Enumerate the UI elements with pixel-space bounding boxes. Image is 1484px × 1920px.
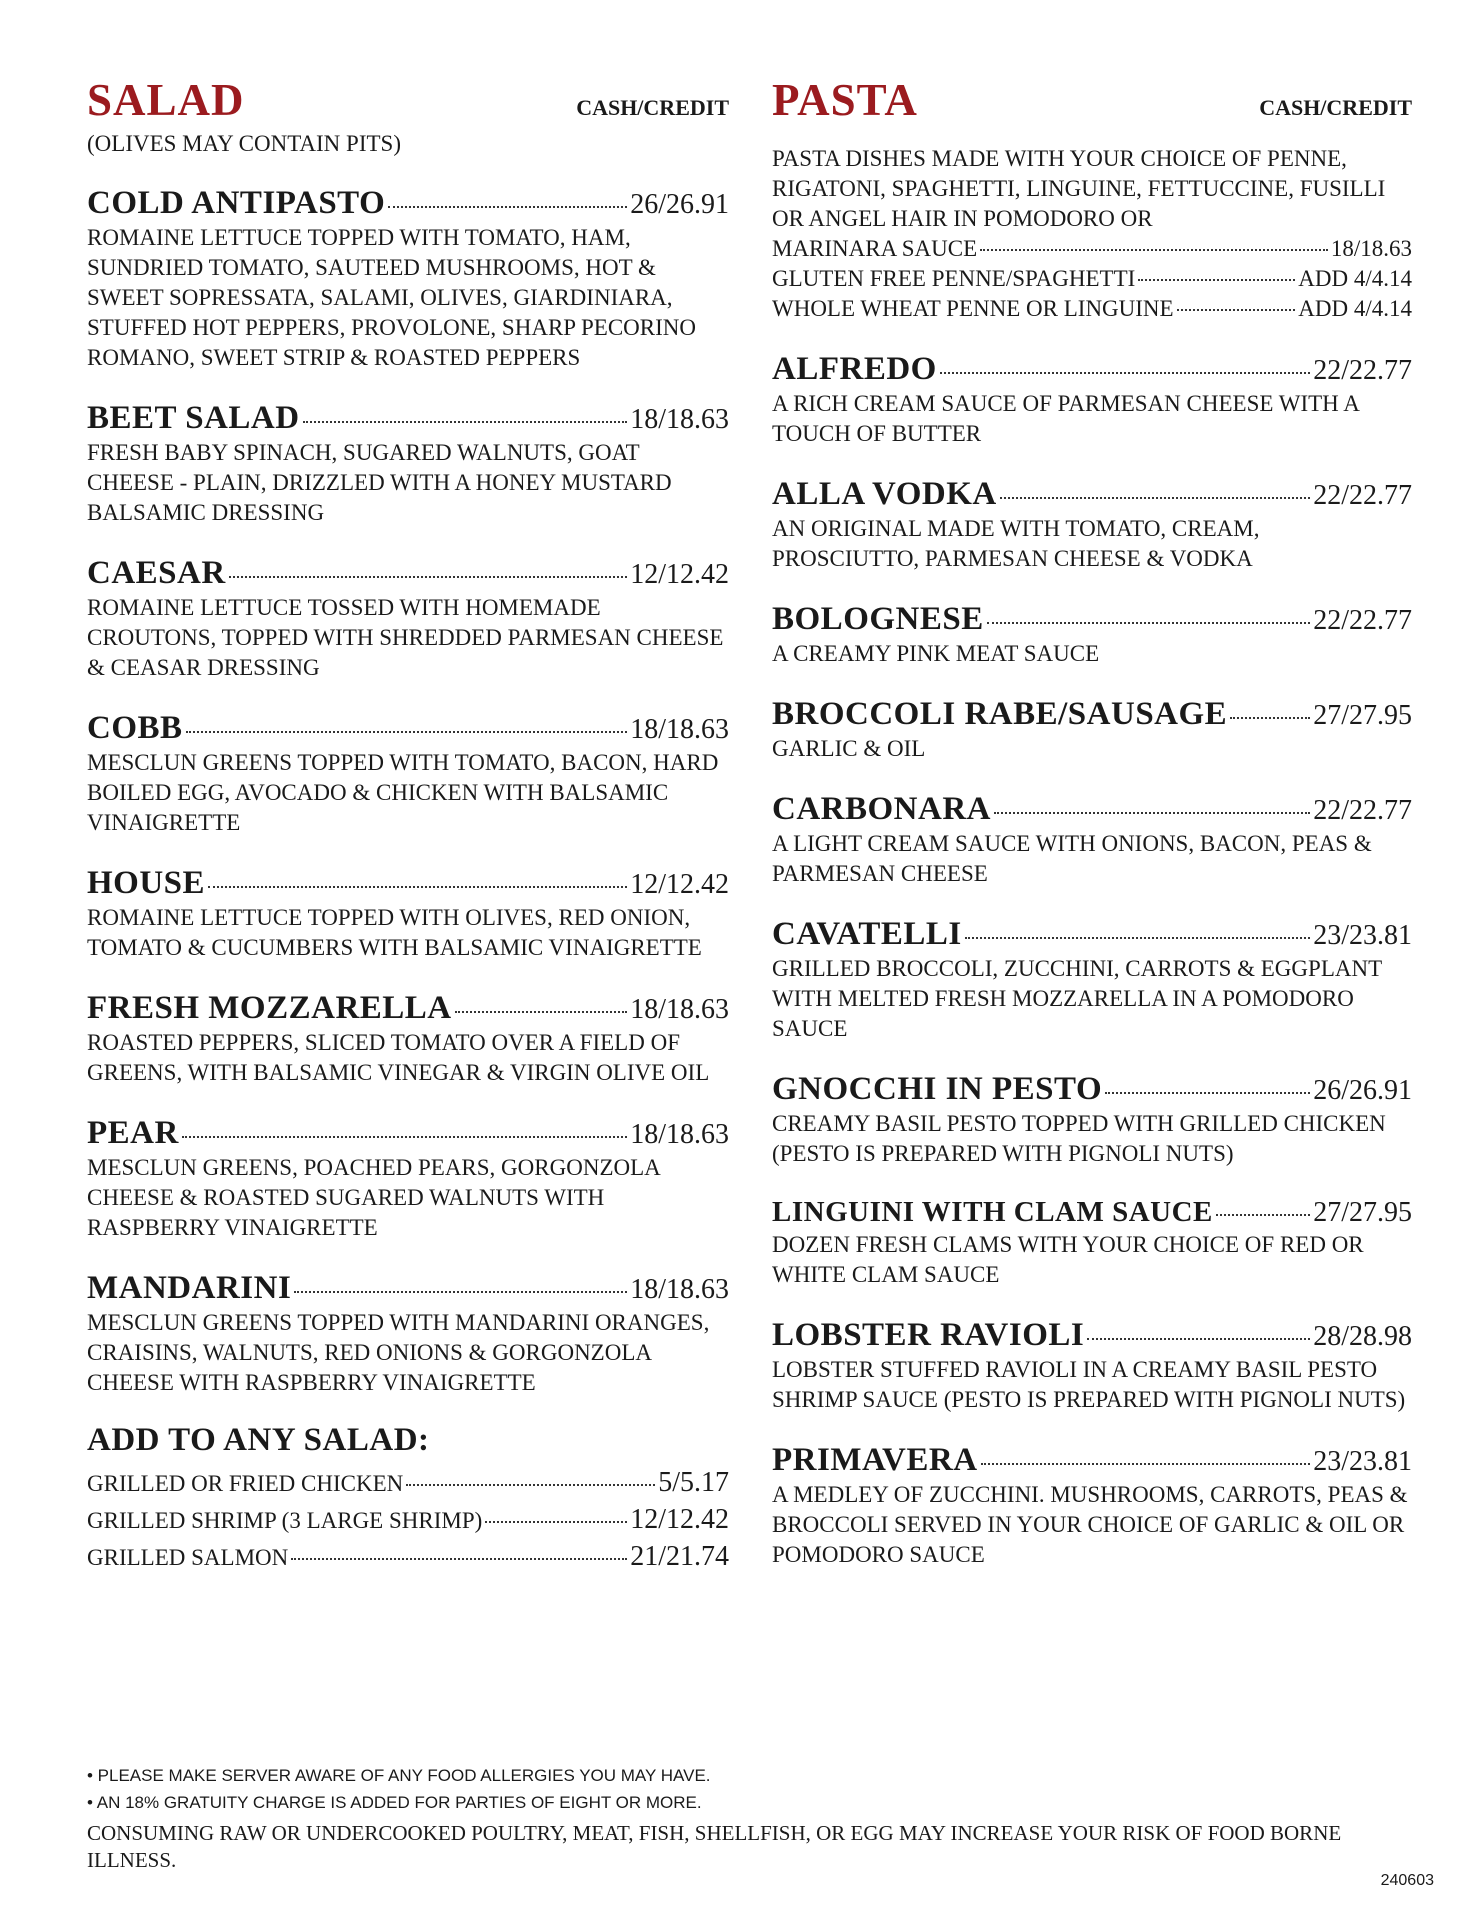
menu-item xyxy=(87,990,729,1088)
pasta-column xyxy=(772,75,1412,1570)
pasta-base-line-name: WHOLE WHEAT PENNE OR LINGUINE xyxy=(772,296,1174,321)
pasta-header xyxy=(772,75,1412,125)
menu-item-description: GARLIC & OIL xyxy=(772,736,926,761)
menu-item-line-price: 18/18.63 xyxy=(630,713,729,745)
menu-item xyxy=(87,1115,729,1243)
menu-item xyxy=(87,185,729,373)
menu-footer xyxy=(87,1762,1407,1874)
menu-item-line-name: CAESAR xyxy=(87,554,226,591)
menu-item-line xyxy=(772,476,1412,513)
allergy-notice: • PLEASE MAKE SERVER AWARE OF ANY FOOD ALLERGIES YOU MAY HAVE. xyxy=(87,1766,711,1785)
menu-item-line xyxy=(772,916,1412,953)
menu-item-description: ROASTED PEPPERS, SLICED TOMATO OVER A FIELD OF GREENS, WITH BALSAMIC VINEGAR & VIRGIN OLIVE OIL xyxy=(87,1029,710,1085)
pasta-intro: PASTA DISHES MADE WITH YOUR CHOICE OF PENNE, RIGATONI, SPAGHETTI, LINGUINE, FETTUCCINE, FUSILLI OR ANGEL HAIR IN POMODORO OR xyxy=(772,146,1386,231)
dot-leader xyxy=(1230,717,1310,719)
menu-item-line-price: 12/12.42 xyxy=(630,558,729,590)
menu-item-line xyxy=(87,1270,729,1307)
dot-leader xyxy=(303,421,628,423)
menu-item-line xyxy=(87,865,729,902)
menu-item-line-price: 26/26.91 xyxy=(1313,1075,1412,1106)
dot-leader xyxy=(1087,1338,1310,1340)
addon-line xyxy=(87,1539,729,1576)
menu-item-line-price: 27/27.95 xyxy=(1313,700,1412,731)
menu-item-line-price: 23/23.81 xyxy=(1313,920,1412,951)
menu-item-description: MESCLUN GREENS, POACHED PEARS, GORGONZOLA CHEESE & ROASTED SUGARED WALNUTS WITH RASPBERRY VINAIGRETTE xyxy=(87,1154,660,1240)
menu-item-description: A LIGHT CREAM SAUCE WITH ONIONS, BACON, PEAS & PARMESAN CHEESE xyxy=(772,831,1372,886)
menu-item xyxy=(772,791,1412,889)
menu-item xyxy=(772,696,1412,764)
menu-item-line xyxy=(87,400,729,437)
salad-header xyxy=(87,75,729,125)
menu-item xyxy=(772,1317,1412,1415)
dot-leader xyxy=(1177,309,1296,311)
salad-item-list xyxy=(87,185,729,1398)
menu-item-line-name: LOBSTER RAVIOLI xyxy=(772,1317,1085,1353)
dot-leader xyxy=(1105,1092,1310,1094)
addon-line xyxy=(87,1502,729,1539)
menu-item-line xyxy=(87,990,729,1027)
salad-note: (OLIVES MAY CONTAIN PITS) xyxy=(87,131,401,156)
menu-item-line xyxy=(772,1317,1412,1354)
menu-item-description: A CREAMY PINK MEAT SAUCE xyxy=(772,641,1100,666)
menu-item xyxy=(87,555,729,683)
addon-line-name: GRILLED OR FRIED CHICKEN xyxy=(87,1470,404,1496)
menu-item-description: MESCLUN GREENS TOPPED WITH MANDARINI ORANGES, CRAISINS, WALNUTS, RED ONIONS & GORGONZOLA CHEESE WITH RASPBERRY VINAIGRETTE xyxy=(87,1309,710,1395)
salad-payment-label: CASH/CREDIT xyxy=(576,95,729,120)
dot-leader xyxy=(208,886,627,888)
menu-item-line-price: 12/12.42 xyxy=(630,868,729,900)
dot-leader xyxy=(291,1558,627,1560)
menu-item xyxy=(87,400,729,528)
menu-item-line xyxy=(87,555,729,592)
menu-item-description: ROMAINE LETTUCE TOSSED WITH HOMEMADE CROUTONS, TOPPED WITH SHREDDED PARMESAN CHEESE & CEASAR DRESSING xyxy=(87,594,724,680)
dot-leader xyxy=(1000,497,1311,499)
menu-item xyxy=(772,916,1412,1044)
menu-item-line-price: 22/22.77 xyxy=(1313,355,1412,386)
menu-item xyxy=(87,1270,729,1398)
menu-item-description: ROMAINE LETTUCE TOPPED WITH OLIVES, RED ONION, TOMATO & CUCUMBERS WITH BALSAMIC VINAIGRETTE xyxy=(87,904,702,960)
dot-leader xyxy=(980,249,1328,251)
food-safety-warning: CONSUMING RAW OR UNDERCOOKED POULTRY, MEAT, FISH, SHELLFISH, OR EGG MAY INCREASE YOUR RISK OF FOOD BORNE ILLNESS. xyxy=(87,1821,1342,1872)
addon-line-name: GRILLED SALMON xyxy=(87,1544,289,1570)
menu-item-description: DOZEN FRESH CLAMS WITH YOUR CHOICE OF RED OR WHITE CLAM SAUCE xyxy=(772,1232,1364,1287)
pasta-base-line-price: ADD 4/4.14 xyxy=(1298,266,1412,291)
menu-item xyxy=(772,1071,1412,1169)
dot-leader xyxy=(940,372,1310,374)
menu-item-description: GRILLED BROCCOLI, ZUCCHINI, CARROTS & EGGPLANT WITH MELTED FRESH MOZZARELLA IN A POMODORO SAUCE xyxy=(772,956,1382,1041)
salad-addon-list xyxy=(87,1465,729,1576)
menu-item-line-price: 27/27.95 xyxy=(1313,1197,1412,1228)
menu-item-line xyxy=(772,1442,1412,1479)
menu-item-description: AN ORIGINAL MADE WITH TOMATO, CREAM, PROSCIUTTO, PARMESAN CHEESE & VODKA xyxy=(772,516,1260,571)
dot-leader xyxy=(485,1521,627,1523)
menu-item-line-name: GNOCCHI IN PESTO xyxy=(772,1071,1103,1107)
menu-item-line-price: 18/18.63 xyxy=(630,1118,729,1150)
menu-item-line-name: BOLOGNESE xyxy=(772,601,984,637)
menu-item-line xyxy=(772,791,1412,828)
pasta-base-line-price: 18/18.63 xyxy=(1330,236,1412,261)
menu-item xyxy=(772,1442,1412,1570)
menu-item-line-name: CAVATELLI xyxy=(772,916,962,952)
menu-item-line-name: ALFREDO xyxy=(772,351,937,387)
menu-item-line-price: 18/18.63 xyxy=(630,1273,729,1305)
menu-item-line xyxy=(772,1196,1412,1229)
addon-line-name: GRILLED SHRIMP (3 LARGE SHRIMP) xyxy=(87,1507,483,1533)
menu-item-description: CREAMY BASIL PESTO TOPPED WITH GRILLED CHICKEN (PESTO IS PREPARED WITH PIGNOLI NUTS) xyxy=(772,1111,1386,1166)
menu-item-line-name: BEET SALAD xyxy=(87,399,300,436)
pasta-base-line xyxy=(772,264,1412,294)
dot-leader xyxy=(388,206,627,208)
dot-leader xyxy=(294,1291,627,1293)
addon-line xyxy=(87,1465,729,1502)
addon-line-price: 21/21.74 xyxy=(630,1540,729,1572)
menu-item-line-name: HOUSE xyxy=(87,864,206,901)
menu-item-line-name: FRESH MOZZARELLA xyxy=(87,989,452,1026)
addon-line-price: 12/12.42 xyxy=(630,1503,729,1535)
menu-item-line-name: MANDARINI xyxy=(87,1269,292,1306)
menu-item-description: FRESH BABY SPINACH, SUGARED WALNUTS, GOAT CHEESE - PLAIN, DRIZZLED WITH A HONEY MUSTARD BALSAMIC DRESSING xyxy=(87,439,672,525)
menu-item-description: A MEDLEY OF ZUCCHINI. MUSHROOMS, CARROTS, PEAS & BROCCOLI SERVED IN YOUR CHOICE OF GARLIC & OIL OR POMODORO SAUCE xyxy=(772,1482,1408,1567)
pasta-base-line-name: MARINARA SAUCE xyxy=(772,236,978,261)
menu-item xyxy=(772,1196,1412,1290)
menu-item-line xyxy=(772,601,1412,638)
menu-item-description: A RICH CREAM SAUCE OF PARMESAN CHEESE WITH A TOUCH OF BUTTER xyxy=(772,391,1359,446)
menu-item-line-price: 18/18.63 xyxy=(630,403,729,435)
dot-leader xyxy=(406,1484,655,1486)
menu-item-line xyxy=(87,710,729,747)
addon-line-price: 5/5.17 xyxy=(658,1466,729,1498)
pasta-base-price-list xyxy=(772,234,1412,324)
dot-leader xyxy=(1138,279,1295,281)
salad-title: SALAD xyxy=(87,75,245,125)
menu-item-line xyxy=(772,351,1412,388)
menu-item-line-name: PRIMAVERA xyxy=(772,1442,978,1478)
pasta-base-line-price: ADD 4/4.14 xyxy=(1298,296,1412,321)
menu-item-description: MESCLUN GREENS TOPPED WITH TOMATO, BACON, HARD BOILED EGG, AVOCADO & CHICKEN WITH BALSAMIC VINAIGRETTE xyxy=(87,749,719,835)
menu-item-line xyxy=(87,185,729,222)
menu-item-line-name: BROCCOLI RABE/SAUSAGE xyxy=(772,696,1228,732)
dot-leader xyxy=(981,1463,1311,1465)
pasta-base-line xyxy=(772,294,1412,324)
menu-item-line-price: 26/26.91 xyxy=(630,188,729,220)
dot-leader xyxy=(987,622,1310,624)
menu-item-line-price: 28/28.98 xyxy=(1313,1321,1412,1352)
menu-item-line-price: 23/23.81 xyxy=(1313,1446,1412,1477)
menu-item-description: LOBSTER STUFFED RAVIOLI IN A CREAMY BASIL PESTO SHRIMP SAUCE (PESTO IS PREPARED WITH PIGNOLI NUTS) xyxy=(772,1357,1406,1412)
menu-item-description: ROMAINE LETTUCE TOPPED WITH TOMATO, HAM, SUNDRIED TOMATO, SAUTEED MUSHROOMS, HOT & SWEET SOPRESSATA, SALAMI, OLIVES, GIARDINIARA, STUFFED HOT PEPPERS, PROVOLONE, SHARP PECORINO ROMANO, SWEET STRIP & ROASTED PEPPERS xyxy=(87,224,696,370)
dot-leader xyxy=(182,1136,627,1138)
add-to-salad-title: ADD TO ANY SALAD: xyxy=(87,1421,430,1458)
dot-leader xyxy=(965,937,1310,939)
menu-item-line xyxy=(87,1115,729,1152)
menu-item xyxy=(772,351,1412,449)
dot-leader xyxy=(994,812,1310,814)
dot-leader xyxy=(229,576,628,578)
menu-item xyxy=(87,710,729,838)
menu-item-line-name: CARBONARA xyxy=(772,791,991,827)
menu-item-line-name: COBB xyxy=(87,709,183,746)
salad-column xyxy=(87,75,729,1576)
menu-item xyxy=(772,476,1412,574)
pasta-base-line xyxy=(772,234,1412,264)
menu-item-line-price: 22/22.77 xyxy=(1313,795,1412,826)
menu-item xyxy=(772,601,1412,669)
gratuity-notice: • AN 18% GRATUITY CHARGE IS ADDED FOR PARTIES OF EIGHT OR MORE. xyxy=(87,1793,702,1812)
menu-item-line-price: 22/22.77 xyxy=(1313,605,1412,636)
dot-leader xyxy=(1216,1214,1310,1216)
menu-item-line-price: 22/22.77 xyxy=(1313,480,1412,511)
menu-item xyxy=(87,865,729,963)
pasta-title: PASTA xyxy=(772,75,918,125)
menu-item-line-price: 18/18.63 xyxy=(630,993,729,1025)
menu-item-line-name: PEAR xyxy=(87,1114,179,1151)
pasta-base-line-name: GLUTEN FREE PENNE/SPAGHETTI xyxy=(772,266,1136,291)
dot-leader xyxy=(186,731,628,733)
menu-item-line-name: ALLA VODKA xyxy=(772,476,997,512)
menu-code: 240603 xyxy=(1380,1872,1434,1889)
menu-item-line-name: COLD ANTIPASTO xyxy=(87,184,386,221)
pasta-payment-label: CASH/CREDIT xyxy=(1259,95,1412,120)
menu-item-line xyxy=(772,1071,1412,1108)
menu-item-line-name: LINGUINI WITH CLAM SAUCE xyxy=(772,1196,1213,1228)
pasta-item-list xyxy=(772,351,1412,1570)
menu-item-line xyxy=(772,696,1412,733)
dot-leader xyxy=(455,1011,628,1013)
